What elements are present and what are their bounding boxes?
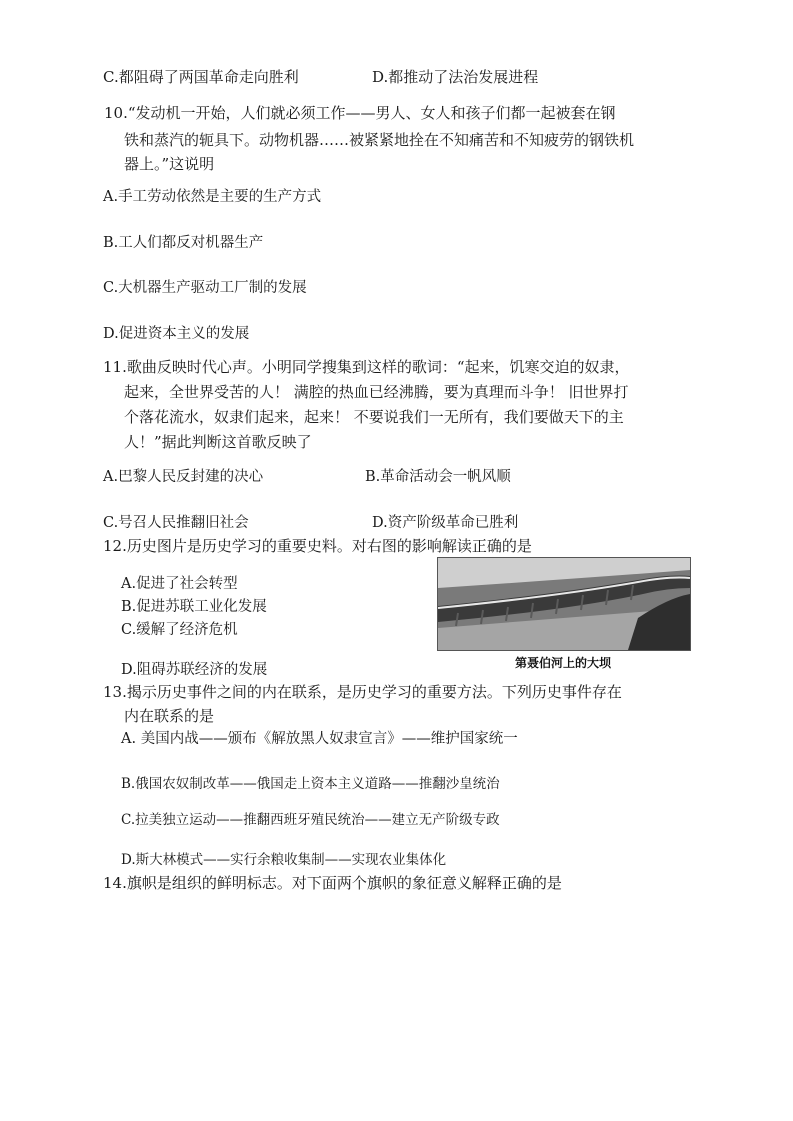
q10-option-b: B.工人们都反对机器生产 xyxy=(103,235,264,251)
q11-option-c: C.号召人民推翻旧社会 xyxy=(103,515,249,531)
dam-photo xyxy=(437,557,691,651)
q13-stem-line1: 13.揭示历史事件之间的内在联系，是历史学习的重要方法。下列历史事件存在 xyxy=(103,683,622,701)
q11-stem-line4: 人！”据此判断这首歌反映了 xyxy=(124,433,312,451)
dam-illustration xyxy=(438,558,690,650)
q11-stem-line3: 个落花流水，奴隶们起来，起来！ 不要说我们一无所有，我们要做天下的主 xyxy=(124,408,624,426)
q12-option-b: B.促进苏联工业化发展 xyxy=(121,599,267,615)
q12-option-c: C.缓解了经济危机 xyxy=(121,622,238,638)
q9-option-c: C.都阻碍了两国革命走向胜利 xyxy=(103,68,299,86)
q10-stem-line1: 10.“发动机一开始，人们就必须工作——男人、女人和孩子们都一起被套在钢 xyxy=(104,104,616,122)
q11-stem-line1: 11.歌曲反映时代心声。小明同学搜集到这样的歌词：“起来，饥寒交迫的奴隶， xyxy=(103,358,630,376)
q13-option-b: B.俄国农奴制改革——俄国走上资本主义道路——推翻沙皇统治 xyxy=(121,776,500,792)
q10-option-c: C.大机器生产驱动工厂制的发展 xyxy=(103,280,307,296)
q13-option-a: A. 美国内战——颁布《解放黑人奴隶宣言》——维护国家统一 xyxy=(121,731,518,747)
q11-option-b: B.革命活动会一帆风顺 xyxy=(365,469,511,485)
q10-stem-line2: 铁和蒸汽的轭具下。动物机器……被紧紧地拴在不知痛苦和不知疲劳的钢铁机 xyxy=(124,131,635,149)
q10-stem-line3: 器上。”这说明 xyxy=(124,155,215,173)
q14-stem: 14.旗帜是组织的鲜明标志。对下面两个旗帜的象征意义解释正确的是 xyxy=(103,874,562,892)
q11-stem-line2: 起来，全世界受苦的人！ 满腔的热血已经沸腾，要为真理而斗争！ 旧世界打 xyxy=(124,383,629,401)
q9-option-d: D.都推动了法治发展进程 xyxy=(372,68,539,86)
q13-option-d: D.斯大林模式——实行余粮收集制——实现农业集体化 xyxy=(121,852,447,868)
q10-option-d: D.促进资本主义的发展 xyxy=(103,326,250,342)
q11-option-a: A.巴黎人民反封建的决心 xyxy=(103,469,264,485)
q11-option-d: D.资产阶级革命已胜利 xyxy=(372,515,519,531)
q10-option-a: A.手工劳动依然是主要的生产方式 xyxy=(103,189,322,205)
q12-option-a: A.促进了社会转型 xyxy=(121,576,238,592)
q13-stem-line2: 内在联系的是 xyxy=(124,707,215,725)
q12-option-d: D.阻碍苏联经济的发展 xyxy=(121,662,268,678)
dam-photo-caption: 第聂伯河上的大坝 xyxy=(514,656,611,670)
q13-option-c: C.拉美独立运动——推翻西班牙殖民统治——建立无产阶级专政 xyxy=(121,812,500,828)
q12-stem: 12.历史图片是历史学习的重要史料。对右图的影响解读正确的是 xyxy=(103,537,532,555)
